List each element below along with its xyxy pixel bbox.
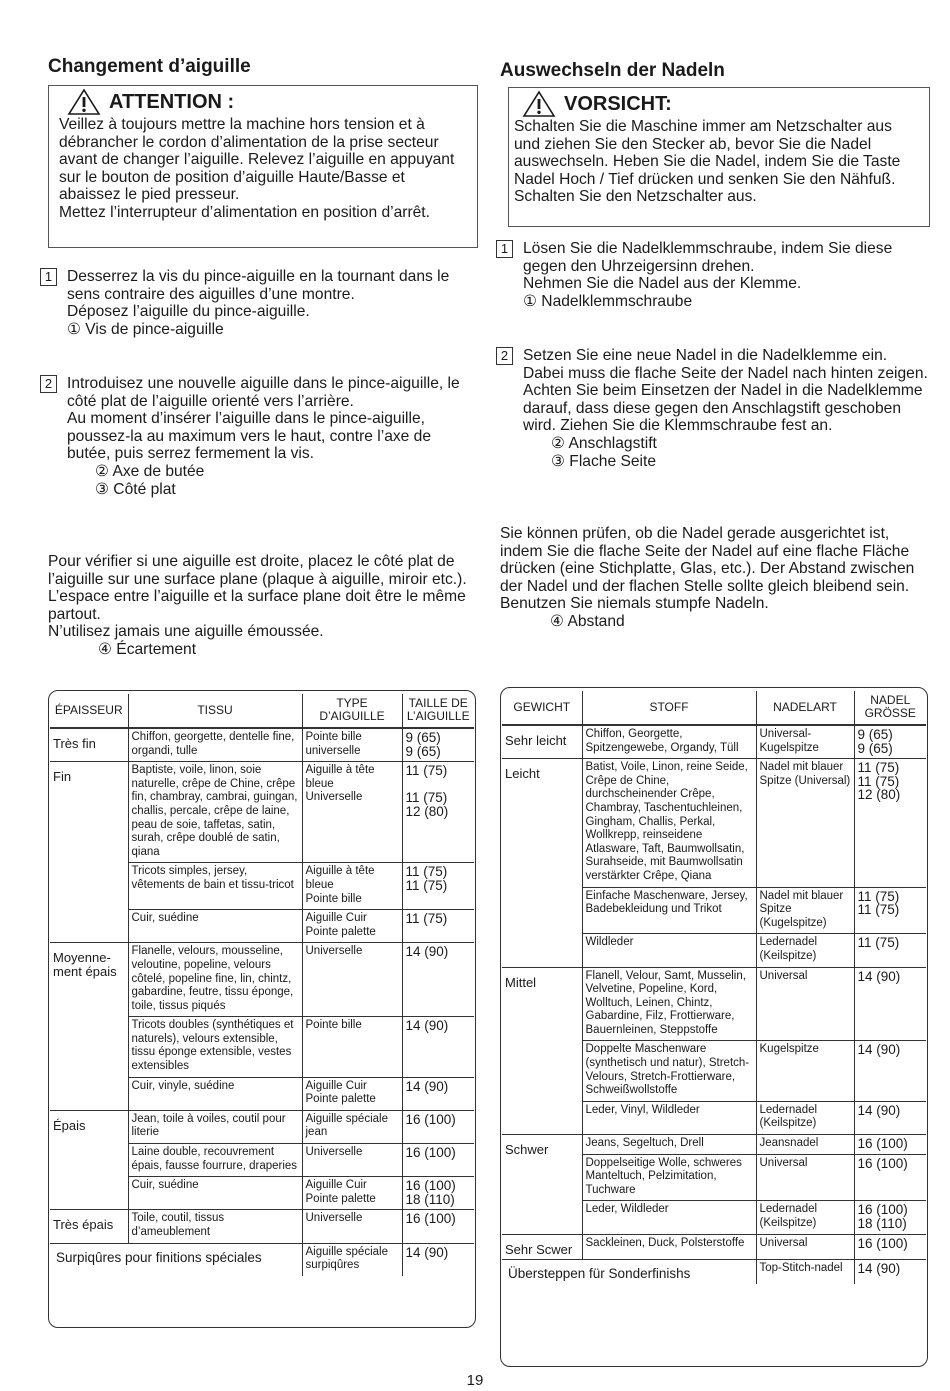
fabric-cell: Chiffon, georgette, dentelle fine, organdi, tulle (128, 728, 302, 762)
column-header: TYPE D’AIGUILLE (302, 694, 402, 728)
needle-size-cell: 14 (90) (402, 1017, 474, 1077)
needle-type-cell: Nadel mit blauer Spitze (Kugelspitze) (756, 887, 854, 934)
check-reference: ④ Écartement (98, 640, 197, 658)
needle-type-cell: Pointe bille universelle (302, 728, 402, 762)
weight-cell: Très épais (50, 1210, 128, 1243)
step-text-2: Au moment d’insérer l’aiguille dans le pince-aiguille, poussez-la au maximum vers le haut, contre l’axe de butée, puis serrez fermement la vis. (67, 410, 432, 463)
table-row (50, 728, 474, 762)
fabric-cell: Batist, Voile, Linon, reine Seide, Crêpe de Chine, durchscheinender Crêpe, Chambray, Taschentuchleinen, Gingham, Challis, Perkal, Wollkrepp, reinseidene Atlasware, Taft, Baumwollsatin, Surahseide, mit Baumwollsatin verstärkter Crêpe, Qiana (582, 759, 756, 887)
fabric-cell: Leder, Vinyl, Wildleder (582, 1101, 756, 1134)
column-header: NADEL GRÖSSE (854, 691, 926, 725)
weight-cell: Mittel (502, 967, 582, 1135)
step-reference: ① Nadelklemmschraube (523, 292, 693, 310)
footer-label-cell: Surpiqûres pour finitions spéciales (50, 1243, 302, 1276)
fabric-cell: Baptiste, voile, linon, soie naturelle, crêpe de Chine, crêpe fin, chambray, cambrai, guingan, challis, percale, crêpe de laine, peau de soie, taffetas, satin, surah, crêpe doublé de satin, qiana (128, 762, 302, 863)
check-text: Sie können prüfen, ob die Nadel gerade ausgerichtet ist, indem Sie die flache Seite der Nadel auf eine flache Fläche drücken (eine Stichplatte, Glas, etc.). Der Abstand zwischen der Nadel und der flachen Stelle sollte gleich bleibend sein. (500, 525, 915, 595)
fabric-cell: Tricots simples, jersey, vêtements de bain et tissu-tricot (128, 863, 302, 910)
table-footer-row (502, 1260, 926, 1284)
warning-heading: ATTENTION : (109, 91, 235, 113)
warning-box (48, 85, 478, 248)
column-header: STOFF (582, 691, 756, 725)
needle-check-text (500, 525, 930, 631)
needle-size-cell: 16 (100) 18 (110) (402, 1177, 474, 1210)
weight-cell: Sehr Scwer (502, 1234, 582, 1260)
step-text: Setzen Sie eine neue Nadel in die Nadelklemme ein. Dabei muss die flache Seite der Nadel nach hinten zeigen. (523, 347, 928, 382)
fabric-cell: Einfache Maschenware, Jersey, Badebekleidung und Trikot (582, 887, 756, 934)
check-text-3: N’utilisez jamais une aiguille émoussée. (48, 623, 324, 641)
table-row (50, 762, 474, 863)
needle-type-cell: Pointe bille (302, 1017, 402, 1077)
fabric-cell: Jeans, Segeltuch, Drell (582, 1135, 756, 1155)
needle-size-cell: 11 (75) 11 (75) (854, 887, 926, 934)
table-footer-row (50, 1243, 474, 1276)
step-reference: ③ Flache Seite (551, 452, 656, 470)
needle-size-cell: 16 (100) (402, 1210, 474, 1243)
page-number: 19 (466, 1372, 484, 1389)
table-row (502, 1135, 926, 1155)
step-number: 2 (40, 375, 57, 393)
fabric-cell: Chiffon, Georgette, Spitzengewebe, Organdy, Tüll (582, 725, 756, 759)
warning-icon (67, 88, 101, 116)
warning-text: Veillez à toujours mettre la machine hors tension et à débrancher le cordon d’alimentation de la prise secteur avant de changer l’aiguille. Relevez l’aiguille en appuyant sur le bouton de position d’aiguille Haute/Basse et abaissez le pied presseur. (59, 116, 455, 204)
table-row (50, 1110, 474, 1143)
needle-check-text (48, 553, 478, 659)
needle-size-cell: 16 (100) (854, 1234, 926, 1260)
needle-type-cell: Ledernadel (Keilspitze) (756, 1201, 854, 1234)
needle-size-cell: 14 (90) (402, 943, 474, 1017)
table-row (50, 943, 474, 1017)
step-text: Desserrez la vis du pince-aiguille en la tournant dans le sens contraire des aiguilles d’une montre. (67, 268, 450, 303)
needle-type-cell: Aiguille Cuir Pointe palette (302, 1077, 402, 1110)
needle-size-cell: 11 (75) 11 (75) 12 (80) (402, 762, 474, 863)
needle-type-cell: Universelle (302, 943, 402, 1017)
needle-size-cell: 14 (90) (854, 1101, 926, 1134)
step-text-2: Déposez l’aiguille du pince-aiguille. (67, 303, 310, 321)
weight-cell: Épais (50, 1110, 128, 1210)
needle-size-cell: 14 (90) (402, 1243, 474, 1276)
table-row (502, 1234, 926, 1260)
needle-type-cell: Universal (756, 1234, 854, 1260)
needle-type-cell: Universal (756, 1154, 854, 1201)
fabric-cell: Doppelseitige Wolle, schweres Manteltuch, Pelzimitation, Tuchware (582, 1154, 756, 1201)
step-text-2: Achten Sie beim Einsetzen der Nadel in die Nadelklemme darauf, dass diese gegen den Anschlagstift geschoben wird. Ziehen Sie die Klemmschraube fest an. (523, 382, 923, 435)
needle-size-cell: 11 (75) (854, 934, 926, 967)
section-title: Auswechseln der Nadeln (500, 60, 725, 81)
weight-cell: Très fin (50, 728, 128, 762)
step-text: Introduisez une nouvelle aiguille dans le pince-aiguille, le côté plat de l’aiguille orienté vers l’arrière. (67, 375, 460, 410)
check-text-2: Benutzen Sie niemals stumpfe Nadeln. (500, 595, 769, 613)
column-header: TISSU (128, 694, 302, 728)
table-row (502, 967, 926, 1041)
needle-type-cell: Aiguille spéciale jean (302, 1110, 402, 1143)
step-1 (496, 240, 930, 310)
weight-cell: Fin (50, 762, 128, 943)
check-reference: ④ Abstand (550, 612, 625, 630)
needle-type-cell: Universelle (302, 1144, 402, 1177)
needle-type-cell: Universelle (302, 1210, 402, 1243)
column-header: GEWICHT (502, 691, 582, 725)
weight-cell: Sehr leicht (502, 725, 582, 759)
fabric-cell: Cuir, vinyle, suédine (128, 1077, 302, 1110)
step-number: 1 (40, 268, 57, 286)
fabric-cell: Leder, Wildleder (582, 1201, 756, 1234)
needle-size-cell: 16 (100) (402, 1144, 474, 1177)
needle-type-cell: Top-Stitch-nadel (756, 1260, 854, 1284)
step-reference: ② Anschlagstift (551, 434, 657, 452)
fabric-cell: Doppelte Maschenware (synthetisch und natur), Stretch-Velours, Stretch-Frottierware, Schweißwollstoffe (582, 1041, 756, 1101)
fabric-cell: Flanelle, velours, mousseline, veloutine, popeline, velours côtelé, popeline fine, lin, chintz, gabardine, feutre, tissu éponge, toile, tissus piqués (128, 943, 302, 1017)
needle-type-cell: Aiguille Cuir Pointe palette (302, 1177, 402, 1210)
needle-type-cell: Nadel mit blauer Spitze (Universal) (756, 759, 854, 887)
table-row (502, 725, 926, 759)
step-2 (40, 375, 478, 498)
warning-text-2: Schalten Sie den Netzschalter aus. (514, 188, 757, 206)
step-1 (40, 268, 478, 338)
needle-size-cell: 14 (90) (854, 1260, 926, 1284)
step-reference: ③ Côté plat (95, 480, 176, 498)
needle-table (50, 694, 474, 1276)
fabric-cell: Toile, coutil, tissus d’ameublement (128, 1210, 302, 1243)
step-number: 2 (496, 347, 513, 365)
needle-type-cell: Kugelspitze (756, 1041, 854, 1101)
weight-cell: Leicht (502, 759, 582, 967)
step-reference: ② Axe de butée (95, 462, 205, 480)
needle-type-cell: Universal-Kugelspitze (756, 725, 854, 759)
table-row (50, 1210, 474, 1243)
needle-size-cell: 16 (100) 18 (110) (854, 1201, 926, 1234)
fabric-cell: Flanell, Velour, Samt, Musselin, Velvetine, Popeline, Kord, Wolltuch, Leinen, Chintz, Gabardine, Filz, Frottierware, Bauernleinen, Steppstoffe (582, 967, 756, 1041)
fabric-cell: Cuir, suédine (128, 1177, 302, 1210)
check-text-2: L’espace entre l’aiguille et la surface plane doit être le même partout. (48, 588, 466, 623)
fabric-cell: Tricots doubles (synthétiques et naturels), velours extensible, tissu éponge extensible, vestes extensibles (128, 1017, 302, 1077)
needle-size-cell: 14 (90) (854, 967, 926, 1041)
needle-size-cell: 11 (75) (402, 910, 474, 943)
column-header: TAILLE DE L’AIGUILLE (402, 694, 474, 728)
needle-type-cell: Aiguille spéciale surpiqûres (302, 1243, 402, 1276)
fabric-cell: Wildleder (582, 934, 756, 967)
column-header: NADELART (756, 691, 854, 725)
footer-label-cell: Übersteppen für Sonderfinishs (502, 1260, 756, 1284)
warning-box (508, 87, 930, 227)
step-reference: ① Vis de pince-aiguille (67, 320, 224, 338)
needle-type-cell: Jeansnadel (756, 1135, 854, 1155)
weight-cell: Moyenne-ment épais (50, 943, 128, 1111)
step-text-2: Nehmen Sie die Nadel aus der Klemme. (523, 275, 802, 293)
weight-cell: Schwer (502, 1135, 582, 1235)
warning-icon (522, 90, 556, 118)
check-text: Pour vérifier si une aiguille est droite, placez le côté plat de l’aiguille sur une surface plane (plaque à aiguille, miroir etc.). (48, 553, 467, 588)
needle-type-cell: Ledernadel (Keilspitze) (756, 934, 854, 967)
warning-text: Schalten Sie die Maschine immer am Netzschalter aus und ziehen Sie den Stecker ab, bevor Sie die Nadel auswechseln. Heben Sie die Nadel, indem Sie die Taste Nadel Hoch / Tief drücken und senken Sie den Nähfuß. (514, 118, 901, 188)
step-2 (496, 347, 930, 470)
fabric-cell: Jean, toile à voiles, coutil pour literie (128, 1110, 302, 1143)
step-number: 1 (496, 240, 513, 258)
needle-size-cell: 16 (100) (854, 1135, 926, 1155)
needle-type-cell: Aiguille Cuir Pointe palette (302, 910, 402, 943)
needle-type-cell: Universal (756, 967, 854, 1041)
needle-size-cell: 14 (90) (854, 1041, 926, 1101)
needle-size-cell: 14 (90) (402, 1077, 474, 1110)
section-title: Changement d’aiguille (48, 56, 251, 77)
needle-size-cell: 9 (65) 9 (65) (405, 730, 441, 759)
needle-size-cell: 11 (75) 11 (75) (402, 863, 474, 910)
needle-size-cell: 11 (75) 11 (75) 12 (80) (854, 759, 926, 887)
fabric-cell: Cuir, suédine (128, 910, 302, 943)
column-header: ÉPAISSEUR (50, 694, 128, 728)
warning-text-2: Mettez l’interrupteur d’alimentation en position d’arrêt. (59, 203, 430, 221)
fabric-cell: Sackleinen, Duck, Polsterstoffe (582, 1234, 756, 1260)
needle-type-cell: Aiguille à tête bleue Pointe bille (302, 863, 402, 910)
fabric-cell: Laine double, recouvrement épais, fausse fourrure, draperies (128, 1144, 302, 1177)
needle-type-cell: Aiguille à tête bleue Universelle (302, 762, 402, 863)
needle-table (502, 691, 926, 1284)
needle-type-cell: Ledernadel (Keilspitze) (756, 1101, 854, 1134)
table-row (502, 759, 926, 887)
needle-size-cell: 16 (100) (402, 1110, 474, 1143)
needle-size-cell: 9 (65) 9 (65) (857, 727, 893, 756)
warning-heading: VORSICHT: (564, 93, 672, 115)
needle-size-cell: 16 (100) (854, 1154, 926, 1201)
step-text: Lösen Sie die Nadelklemmschraube, indem Sie diese gegen den Uhrzeigersinn drehen. (523, 240, 893, 275)
